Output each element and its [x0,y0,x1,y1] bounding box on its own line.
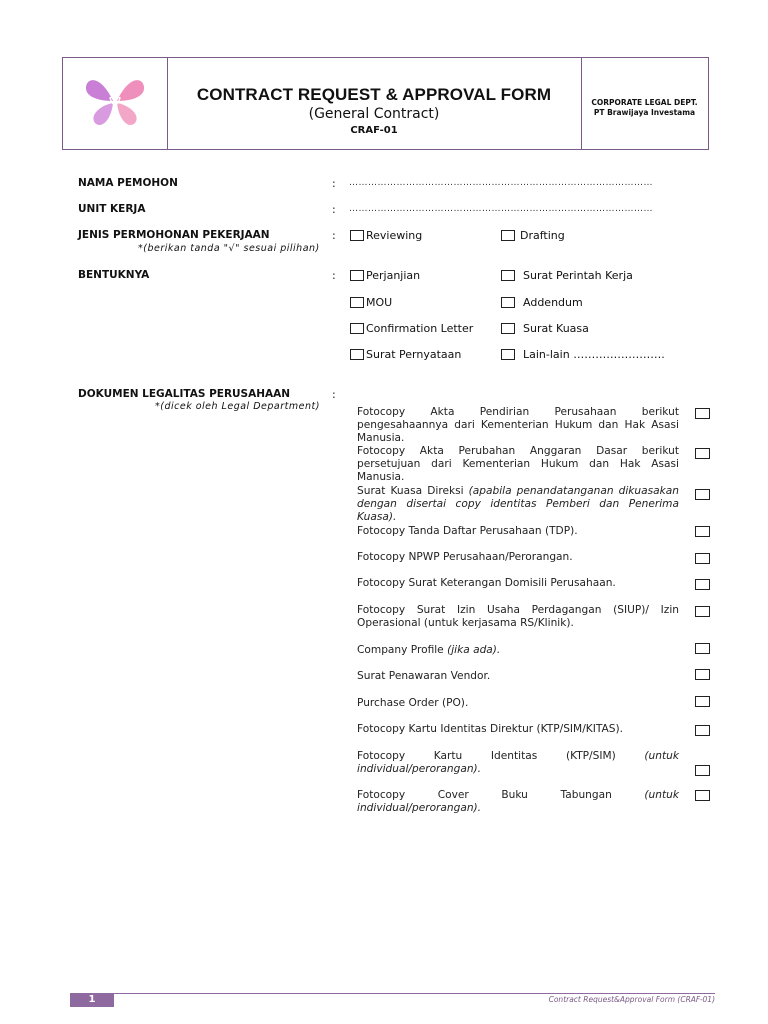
option-surat-perintah-kerja[interactable] [501,269,633,282]
doc-item: Surat Penawaran Vendor. [357,670,491,682]
doc-item: Fotocopy Tanda Daftar Perusahaan (TDP). [357,525,578,537]
footer-form-name: Contract Request&Approval Form (CRAF-01) [548,995,715,1004]
dept-line-2: PT Brawijaya Investama [593,108,696,117]
nama-pemohon-label: NAMA PEMOHON [78,177,178,189]
doc-checkbox[interactable] [695,553,710,564]
page-number: 1 [70,993,114,1007]
doc-item: Fotocopy Kartu Identitas (KTP/SIM) (untuk individual/perorangan). [357,750,679,775]
jenis-note: *(berikan tanda "√" sesuai pilihan) [138,243,320,254]
option-label: Surat Kuasa [523,322,589,335]
footer-divider [70,993,715,994]
option-label: Reviewing [366,229,423,242]
colon: : [332,229,336,242]
option-label: Surat Perintah Kerja [523,269,633,282]
dept-cell [581,58,708,149]
checkbox[interactable] [350,270,364,281]
checkbox[interactable] [350,297,364,308]
option-reviewing[interactable] [350,229,422,242]
doc-item: Purchase Order (PO). [357,697,469,709]
doc-checkbox[interactable] [695,526,710,537]
option-label: Perjanjian [366,269,421,282]
doc-item: Fotocopy Cover Buku Tabungan (untuk individual/perorangan). [357,789,679,814]
butterfly-logo-icon [83,71,147,131]
unit-kerja-label: UNIT KERJA [78,203,146,215]
colon: : [332,177,336,190]
checkbox[interactable] [350,349,364,360]
bentuknya-label: BENTUKNYA [78,269,150,281]
option-perjanjian[interactable] [350,269,420,282]
checkbox[interactable] [350,323,364,334]
logo-cell [63,58,168,149]
checkbox[interactable] [501,270,515,281]
option-addendum[interactable] [501,296,583,309]
form-header [62,57,709,150]
doc-item: Fotocopy NPWP Perusahaan/Perorangan. [357,551,573,563]
colon: : [332,203,336,216]
option-label: MOU [366,296,393,309]
nama-pemohon-field[interactable]: …………………………………………………………………………………… [349,178,653,188]
checkbox[interactable] [501,297,515,308]
doc-checkbox[interactable] [695,725,710,736]
dept-line-1: CORPORATE LEGAL DEPT. [591,98,698,107]
option-lain-lain[interactable] [501,348,665,361]
option-confirmation-letter[interactable] [350,322,473,335]
doc-checkbox[interactable] [695,765,710,776]
title-cell [167,58,582,149]
doc-checkbox[interactable] [695,643,710,654]
option-surat-kuasa[interactable] [501,322,589,335]
colon: : [332,388,336,401]
unit-kerja-field[interactable]: …………………………………………………………………………………… [349,204,653,214]
doc-item: Surat Kuasa Direksi (apabila penandatanganan dikuasakan dengan disertai copy identitas Pemberi dan Penerima Kuasa). [357,485,679,523]
doc-item: Fotocopy Surat Keterangan Domisili Perusahaan. [357,577,616,589]
option-drafting[interactable] [501,229,565,242]
doc-item: Fotocopy Kartu Identitas Direktur (KTP/SIM/KITAS). [357,723,623,735]
option-label: Lain-lain ……………………. [523,348,665,361]
jenis-permohonan-label: JENIS PERMOHONAN PEKERJAAN [78,229,270,241]
doc-item: Fotocopy Akta Perubahan Anggaran Dasar berikut persetujuan dari Kementerian Hukum dan Hak Asasi Manusia. [357,445,679,483]
option-label: Confirmation Letter [366,322,474,335]
doc-checkbox[interactable] [695,448,710,459]
option-label: Surat Pernyataan [366,348,462,361]
doc-checkbox[interactable] [695,696,710,707]
doc-item: Fotocopy Surat Izin Usaha Perdagangan (SIUP)/ Izin Operasional (untuk kerjasama RS/Klinik). [357,604,679,629]
dept-name [581,98,708,118]
form-title: CONTRACT REQUEST & APPROVAL FORM [196,85,552,104]
option-label: Addendum [523,296,583,309]
option-surat-pernyataan[interactable] [350,348,461,361]
doc-checkbox[interactable] [695,579,710,590]
form-code: CRAF-01 [350,125,398,136]
checkbox[interactable] [350,230,364,241]
doc-checkbox[interactable] [695,790,710,801]
option-label: Drafting [520,229,565,242]
doc-item: Company Profile (jika ada). [357,644,501,656]
checkbox[interactable] [501,349,515,360]
checkbox[interactable] [501,323,515,334]
checkbox[interactable] [501,230,515,241]
dokumen-legalitas-label: DOKUMEN LEGALITAS PERUSAHAAN [78,388,291,400]
doc-checkbox[interactable] [695,408,710,419]
doc-checkbox[interactable] [695,669,710,680]
doc-checkbox[interactable] [695,489,710,500]
option-mou[interactable] [350,296,392,309]
doc-checkbox[interactable] [695,606,710,617]
form-subtitle: (General Contract) [308,106,440,122]
dokumen-note: *(dicek oleh Legal Department) [155,401,320,412]
colon: : [332,269,336,282]
doc-item: Fotocopy Akta Pendirian Perusahaan berikut pengesahaannya dari Kementerian Hukum dan Hak Asasi Manusia. [357,406,679,444]
